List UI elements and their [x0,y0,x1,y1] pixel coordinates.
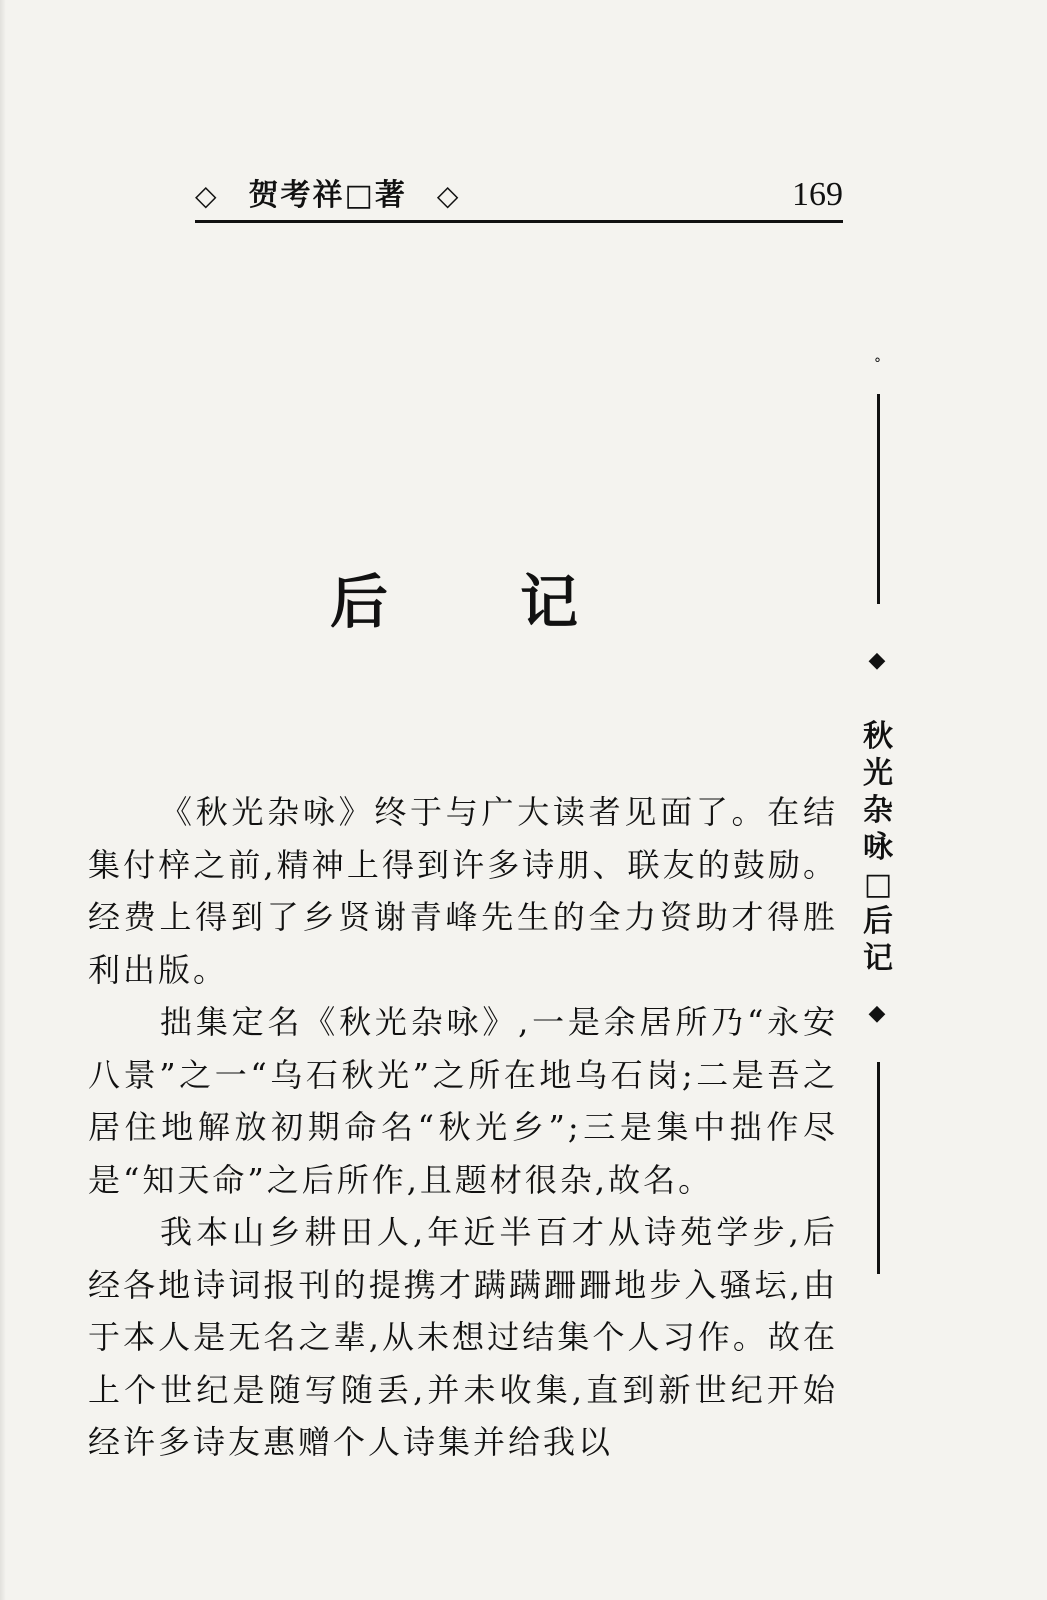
side-running-title: 秋光杂咏□后记 [863,719,893,976]
scan-edge [0,0,6,1600]
body-text [88,786,838,1469]
header-left-diamond: ◇ [195,179,219,212]
title-char-1: 后 [330,568,389,636]
paragraph-1: 《秋光杂咏》终于与广大读者见面了。在结集付梓之前,精神上得到许多诗朋、联友的鼓励。经费上得到了乡贤谢青峰先生的全力资助才得胜利出版。 [88,793,838,989]
header-author-line [195,178,460,214]
paragraph-3: 我本山乡耕田人,年近半百才从诗苑学步,后经各地诗词报刊的提携才蹒蹒跚跚地步入骚坛,由于本人是无名之辈,从未想过结集个人习作。故在上个世纪是随写随丢,并未收集,直到新世纪开始经许多诗友惠赠个人诗集并给我以 [88,1213,838,1461]
side-diamond-bottom-icon: ◆ [868,1001,886,1026]
side-diamond-top-icon: ◆ [868,648,886,673]
side-rule-top [877,394,880,604]
side-rule-bottom [877,1062,880,1274]
title-char-2: 记 [520,568,579,636]
header-rule [195,220,843,223]
header-right-diamond: ◇ [436,179,461,212]
page-number: 169 [792,176,843,213]
paragraph-2: 拙集定名《秋光杂咏》,一是余居所乃“永安八景”之一“乌石秋光”之所在地乌石岗;二是吾之居住地解放初期命名“秋光乡”;三是集中拙作尽是“知天命”之后所作,且题材很杂,故名。 [88,1003,838,1199]
side-dot-mark: ° [874,356,881,372]
running-header [195,170,843,222]
header-author: 贺考祥□著 [248,178,407,213]
